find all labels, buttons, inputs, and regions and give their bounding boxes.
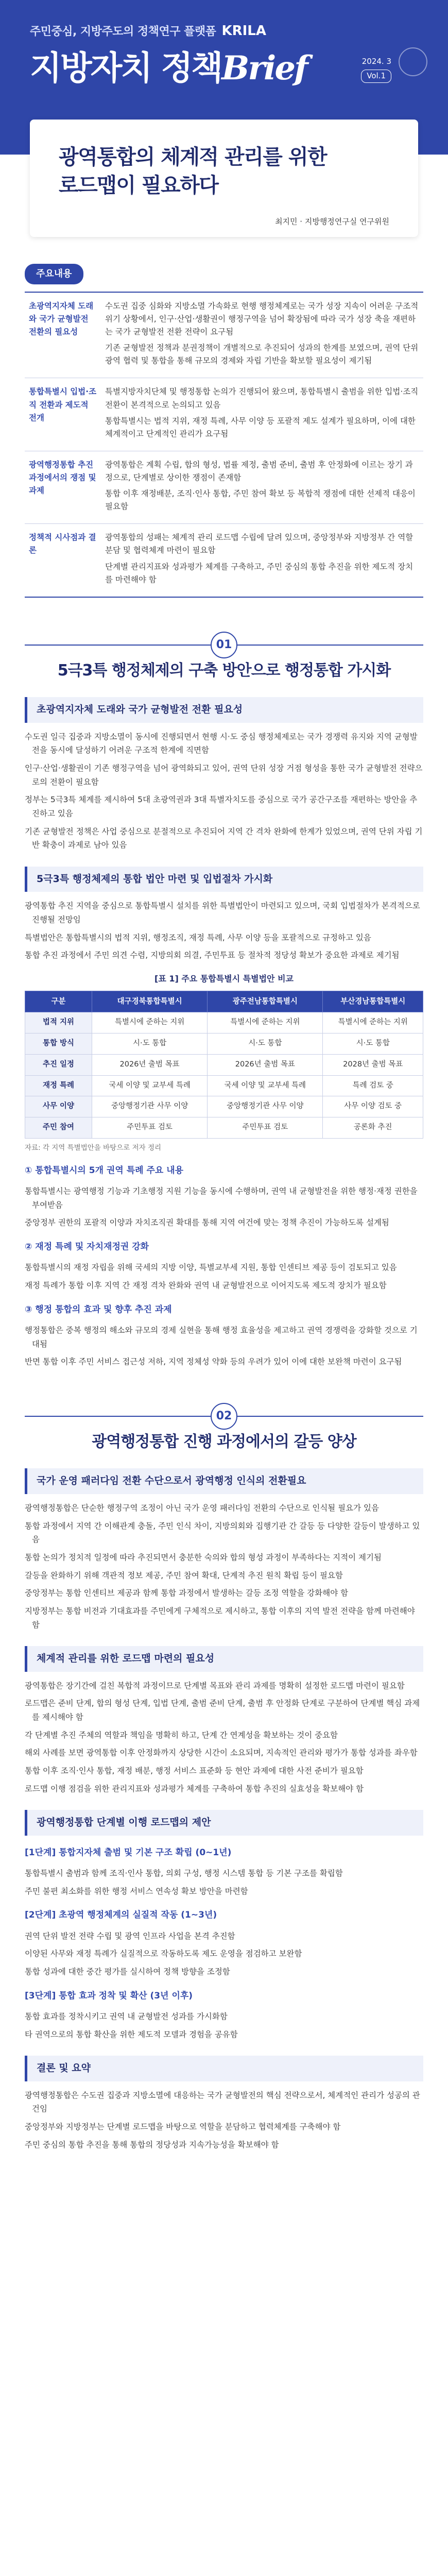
summary-item: 단계별 관리지표와 성과평가 체계를 구축하고, 주민 중심의 통합 추진을 위한 제도적 장치를 마련해야 함: [105, 562, 413, 584]
table-cell: 법적 지위: [25, 1012, 92, 1033]
paragraph: 통합특별시의 재정 자립을 위해 국세의 지방 이양, 특별교부세 지원, 통합 인센티브 제공 등이 검토되고 있음: [25, 1263, 397, 1273]
summary-table: [25, 292, 423, 598]
table-cell: 주민 참여: [25, 1117, 92, 1139]
paragraph: 권역 단위 발전 전략 수립 및 광역 인프라 사업을 본격 추진함: [25, 1931, 235, 1941]
paragraph: 통합 성과에 대한 중간 평가를 실시하여 정책 방향을 조정함: [25, 1967, 230, 1976]
table-header-cell: 대구경북통합특별시: [92, 991, 208, 1012]
issue-date: 2024. 3: [361, 57, 391, 66]
paragraph: 통합 논의가 정치적 일정에 따라 추진되면서 충분한 숙의와 합의 형성 과정이 부족하다는 지적이 제기됨: [25, 1552, 382, 1562]
point-heading: ① 통합특별시의 5개 권역 특례 주요 내용: [25, 1165, 184, 1176]
tagline: 주민중심, 지방주도의 정책연구 플랫폼: [30, 25, 216, 38]
section-1-subheading-2: 5극3특 행정체제의 통합 법안 마련 및 입법절차 가시화: [25, 867, 423, 892]
stage-heading: [3단계] 통합 효과 정착 및 확산 (3년 이후): [25, 1990, 193, 2001]
section-2-subheading-1: 국가 운영 패러다임 전환 수단으로서 광역행정 인식의 전환필요: [25, 1468, 423, 1494]
table-cell: 사무 이양 검토 중: [323, 1096, 423, 1117]
table-cell: 국세 이양 및 교부세 특례: [208, 1075, 323, 1096]
table-note: 자료: 각 지역 특별법안을 바탕으로 저자 정리: [25, 1143, 162, 1152]
table-cell: 시·도 통합: [208, 1033, 323, 1055]
header-top: [30, 21, 418, 41]
title-card: [30, 120, 418, 237]
paragraph: 정부는 5극3특 체계를 제시하여 5대 초광역권과 3대 특별자치도를 중심으로 국가 공간구조를 재편하는 방안을 추진하고 있음: [25, 795, 418, 818]
summary-item: 특별지방자치단체 및 행정통합 논의가 진행되어 왔으며, 통합특별시 출범을 위한 입법·조직 전환이 본격적으로 논의되고 있음: [105, 387, 419, 410]
summary-item: 수도권 집중 심화와 지방소멸 가속화로 현행 행정체계로는 국가 성장 지속이 어려운 구조적 위기 상황에서, 인구·산업·생활권이 행정구역을 넘어 확장됨에 따라 국가 성장 축을 재편하는 국가 균형발전 전환 전략이 요구됨: [105, 301, 419, 337]
summary-body: [25, 292, 423, 597]
section-2-header: [25, 1403, 423, 1454]
summary-value: [101, 451, 423, 523]
table-cell: 재정 특례: [25, 1075, 92, 1096]
paragraph: 특별법안은 통합특별시의 법적 지위, 행정조직, 재정 특례, 사무 이양 등을 포괄적으로 규정하고 있음: [25, 933, 371, 942]
table-cell: 공론화 추진: [323, 1117, 423, 1139]
point-body: [25, 1184, 423, 1230]
stage-body: [25, 2010, 423, 2041]
stage-body: [25, 1929, 423, 1979]
paragraph: 수도권 일극 집중과 지방소멸이 동시에 진행되면서 현행 시·도 중심 행정체제로는 국가 경쟁력 유지와 지역 균형발전을 동시에 달성하기 어려운 구조적 한계에 직면함: [25, 732, 418, 755]
issue-info: [361, 56, 391, 83]
summary-tag: 주요내용: [25, 264, 83, 284]
point-heading: ② 재정 특례 및 자치재정권 강화: [25, 1242, 149, 1252]
table-header-cell: 구분: [25, 991, 92, 1012]
section-1-header: [25, 632, 423, 683]
table-caption: [표 1] 주요 통합특별시 특별법안 비교: [154, 974, 294, 984]
section-2-title: 광역행정통합 진행 과정에서의 갈등 양상: [92, 1432, 356, 1451]
summary-key: 통합특별시 입법·조직 전환과 제도적 전개: [25, 378, 101, 451]
point-body: [25, 1324, 423, 1369]
table-body: [25, 1012, 423, 1139]
table-row: [25, 1033, 423, 1055]
table-cell: 특별시에 준하는 지위: [92, 1012, 208, 1033]
summary-key: 초광역지자체 도래와 국가 균형발전 전환의 필요성: [25, 292, 101, 378]
paragraph: 중앙정부는 통합 인센티브 제공과 함께 통합 과정에서 발생하는 갈등 조정 역할을 강화해야 함: [25, 1588, 349, 1598]
table-cell: 특례 검토 중: [323, 1075, 423, 1096]
summary-item: 통합 이후 재정배분, 조직·인사 통합, 주민 참여 확보 등 복합적 쟁점에 대한 선제적 대응이 필요함: [105, 489, 416, 512]
table-row: [25, 1096, 423, 1117]
main-title-line-2: 로드맵이 필요하다: [59, 174, 218, 198]
brand-name: KRILA: [221, 23, 266, 39]
stage-heading: [1단계] 통합지자체 출범 및 기본 구조 확립 (0~1년): [25, 1847, 232, 1858]
paragraph: 통합 추진 과정에서 주민 의견 수렴, 지방의회 의결, 주민투표 등 절차적 정당성 확보가 중요한 과제로 제기됨: [25, 951, 400, 960]
table-row: [25, 1054, 423, 1075]
table-cell: 추진 일정: [25, 1054, 92, 1075]
section-1-body-2: [25, 899, 423, 962]
section-2-subheading-3: 광역행정통합 단계별 이행 로드맵의 제안: [25, 1810, 423, 1835]
paragraph: 통합 효과를 정착시키고 권역 내 균형발전 성과를 가시화함: [25, 2011, 228, 2021]
table-cell: 통합 방식: [25, 1033, 92, 1055]
table-cell: 2028년 출범 목표: [323, 1054, 423, 1075]
point-heading: ③ 행정 통합의 효과 및 향후 추진 과제: [25, 1304, 172, 1315]
stage-body: [25, 1867, 423, 1898]
summary-item: 기존 균형발전 정책과 분권정책이 개별적으로 추진되어 성과의 한계를 보였으며, 권역 단위 광역 협력 및 통합을 통해 규모의 경제와 자립 기반을 확보할 필요성이 제기됨: [105, 343, 419, 366]
summary-key: 정책적 시사점과 결론: [25, 524, 101, 597]
paragraph: 갈등을 완화하기 위해 객관적 정보 제공, 주민 참여 확대, 단계적 추진 원칙 확립 등이 필요함: [25, 1570, 343, 1580]
brief-title-ko: 지방자치 정책: [30, 49, 222, 88]
stage-heading: [2단계] 초광역 행정체계의 실질적 작동 (1~3년): [25, 1910, 217, 1921]
table-header-cell: 부산경남통합특별시: [323, 991, 423, 1012]
section-1-title: 5극3특 행정체제의 구축 방안으로 행정통합 가시화: [57, 661, 391, 680]
paragraph: 통합 과정에서 지역 간 이해관계 충돌, 주민 인식 차이, 지방의회와 집행기관 간 갈등 등 다양한 갈등이 발생하고 있음: [25, 1521, 420, 1545]
paragraph: 광역행정통합은 수도권 집중과 지방소멸에 대응하는 국가 균형발전의 핵심 전략으로서, 체계적인 관리가 성공의 관건임: [25, 2090, 420, 2114]
summary-item: 통합특별시는 법적 지위, 재정 특례, 사무 이양 등 포괄적 제도 설계가 필요하며, 이에 대한 체계적이고 단계적인 관리가 요구됨: [105, 416, 416, 438]
summary-row: [25, 451, 423, 523]
summary-value: [101, 292, 423, 378]
paragraph: 로드맵 이행 점검을 위한 관리지표와 성과평가 체계를 구축하여 통합 추진의 실효성을 확보해야 함: [25, 1784, 364, 1793]
paragraph: 통합 이후 조직·인사 통합, 재정 배분, 행정 서비스 표준화 등 현안 과제에 대한 사전 준비가 필요함: [25, 1766, 364, 1775]
section-2-number: 02: [211, 1403, 237, 1430]
header-tagline: [30, 21, 266, 41]
section-2-subheading-4: 결론 및 요약: [25, 2056, 423, 2081]
paragraph: 기존 균형발전 정책은 사업 중심으로 분절적으로 추진되어 지역 간 격차 완화에 한계가 있었으며, 권역 단위 자립 기반 확충이 과제로 남아 있음: [25, 826, 423, 850]
paragraph: 해외 사례를 보면 광역통합 이후 안정화까지 상당한 시간이 소요되며, 지속적인 관리와 평가가 통합 성과를 좌우함: [25, 1748, 418, 1758]
author: 최지민 · 지방행정연구실 연구위원: [275, 216, 389, 226]
section-1-points: [25, 1164, 423, 1369]
summary-item: 광역통합의 성패는 체계적 관리 로드맵 수립에 달려 있으며, 중앙정부와 지방정부 간 역할 분담 및 협력체계 마련이 필요함: [105, 533, 413, 555]
brief-title-en: Brief: [221, 49, 307, 88]
table-cell: 주민투표 검토: [208, 1117, 323, 1139]
paragraph: 중앙정부와 지방정부는 단계별 로드맵을 바탕으로 역할을 분담하고 협력체계를 구축해야 함: [25, 2122, 341, 2131]
paragraph: 광역통합은 장기간에 걸친 복합적 과정이므로 단계별 목표와 관리 과제를 명확히 설정한 로드맵 마련이 필요함: [25, 1681, 405, 1690]
content: [0, 237, 448, 2156]
paragraph: 광역통합 추진 지역을 중심으로 통합특별시 설치를 위한 특별법안이 마련되고 있으며, 국회 입법절차가 본격적으로 진행될 전망임: [25, 901, 420, 925]
summary-row: [25, 524, 423, 597]
table-cell: 중앙행정기관 사무 이양: [92, 1096, 208, 1117]
section-1-body-1: [25, 730, 423, 852]
paragraph: 반면 통합 이후 주민 서비스 접근성 저하, 지역 정체성 약화 등의 우려가 있어 이에 대한 보완책 마련이 요구됨: [25, 1357, 402, 1367]
table-row: [25, 1117, 423, 1139]
summary-value: [101, 378, 423, 451]
summary-value: [101, 524, 423, 597]
summary-key: 광역행정통합 추진 과정에서의 쟁점 및 과제: [25, 451, 101, 523]
paragraph: 각 단계별 추진 주체의 역할과 책임을 명확히 하고, 단계 간 연계성을 확보하는 것이 중요함: [25, 1730, 338, 1740]
main-title: [59, 143, 389, 200]
table-row: [25, 1075, 423, 1096]
summary-row: [25, 378, 423, 451]
paragraph: 광역행정통합은 단순한 행정구역 조정이 아닌 국가 운영 패러다임 전환의 수단으로 인식될 필요가 있음: [25, 1503, 379, 1513]
comparison-table: [25, 991, 423, 1139]
summary-row: [25, 292, 423, 378]
section-2-subheading-2: 체계적 관리를 위한 로드맵 마련의 필요성: [25, 1646, 423, 1671]
paragraph: 인구·산업·생활권이 기존 행정구역을 넘어 광역화되고 있어, 권역 단위 성장 거점 형성을 통한 국가 균형발전 전략으로의 전환이 필요함: [25, 764, 423, 787]
paragraph: 지방정부는 통합 비전과 기대효과를 주민에게 구체적으로 제시하고, 통합 이후의 지역 발전 전략을 함께 마련해야 함: [25, 1606, 415, 1630]
conclusion-body: [25, 2089, 423, 2152]
section-1-number: 01: [211, 632, 237, 658]
paragraph: 주민 불편 최소화를 위한 행정 서비스 연속성 확보 방안을 마련함: [25, 1886, 248, 1896]
paragraph: 행정통합은 중복 행정의 해소와 규모의 경제 실현을 통해 행정 효율성을 제고하고 권역 경쟁력을 강화할 것으로 기대됨: [25, 1326, 418, 1349]
brief-title: [30, 50, 418, 87]
table-row: [25, 1012, 423, 1033]
table-cell: 시·도 통합: [92, 1033, 208, 1055]
table-cell: 중앙행정기관 사무 이양: [208, 1096, 323, 1117]
paragraph: 통합특별시 출범과 함께 조직·인사 통합, 의회 구성, 행정 시스템 통합 등 기본 구조를 확립함: [25, 1868, 343, 1878]
paragraph: 주민 중심의 통합 추진을 통해 통합의 정당성과 지속가능성을 확보해야 함: [25, 2140, 279, 2149]
paragraph: 중앙정부 권한의 포괄적 이양과 자치조직권 확대를 통해 지역 여건에 맞는 정책 추진이 가능하도록 설계됨: [25, 1218, 389, 1228]
table-cell: 국세 이양 및 교부세 특례: [92, 1075, 208, 1096]
table-header-row: [25, 991, 423, 1012]
table-cell: 주민투표 검토: [92, 1117, 208, 1139]
table-cell: 사무 이양: [25, 1096, 92, 1117]
paragraph: 이양된 사무와 재정 특례가 실질적으로 작동하도록 제도 운영을 점검하고 보완함: [25, 1949, 302, 1959]
decorative-circle-icon: [399, 47, 427, 76]
main-title-line-1: 광역통합의 체계적 관리를 위한: [59, 145, 327, 169]
table-cell: 2026년 출범 목표: [92, 1054, 208, 1075]
paragraph: 타 권역으로의 통합 확산을 위한 제도적 모델과 경험을 공유함: [25, 2029, 238, 2039]
table-header-cell: 광주전남통합특별시: [208, 991, 323, 1012]
table-cell: 특별시에 준하는 지위: [323, 1012, 423, 1033]
table-cell: 특별시에 준하는 지위: [208, 1012, 323, 1033]
section-2-body-1: [25, 1501, 423, 1632]
paragraph: 로드맵은 준비 단계, 합의 형성 단계, 입법 단계, 출범 준비 단계, 출범 후 안정화 단계로 구분하여 단계별 핵심 과제를 제시해야 함: [25, 1699, 420, 1722]
roadmap-stages: [25, 1846, 423, 2042]
point-body: [25, 1261, 423, 1292]
table-cell: 2026년 출범 목표: [208, 1054, 323, 1075]
paragraph: 통합특별시는 광역행정 기능과 기초행정 지원 기능을 동시에 수행하며, 권역 내 균형발전을 위한 행정·재정 권한을 부여받음: [25, 1187, 418, 1210]
section-2-body-2: [25, 1679, 423, 1796]
paragraph: 재정 특례가 통합 이후 지역 간 재정 격차 완화와 권역 내 균형발전으로 이어지도록 제도적 장치가 필요함: [25, 1281, 387, 1290]
summary-item: 광역통합은 계획 수립, 합의 형성, 법률 제정, 출범 준비, 출범 후 안정화에 이르는 장기 과정으로, 단계별로 상이한 쟁점이 존재함: [105, 460, 413, 482]
section-1-subheading-1: 초광역지자체 도래와 국가 균형발전 전환 필요성: [25, 697, 423, 722]
issue-number: Vol.1: [361, 70, 391, 82]
table-cell: 시·도 통합: [323, 1033, 423, 1055]
